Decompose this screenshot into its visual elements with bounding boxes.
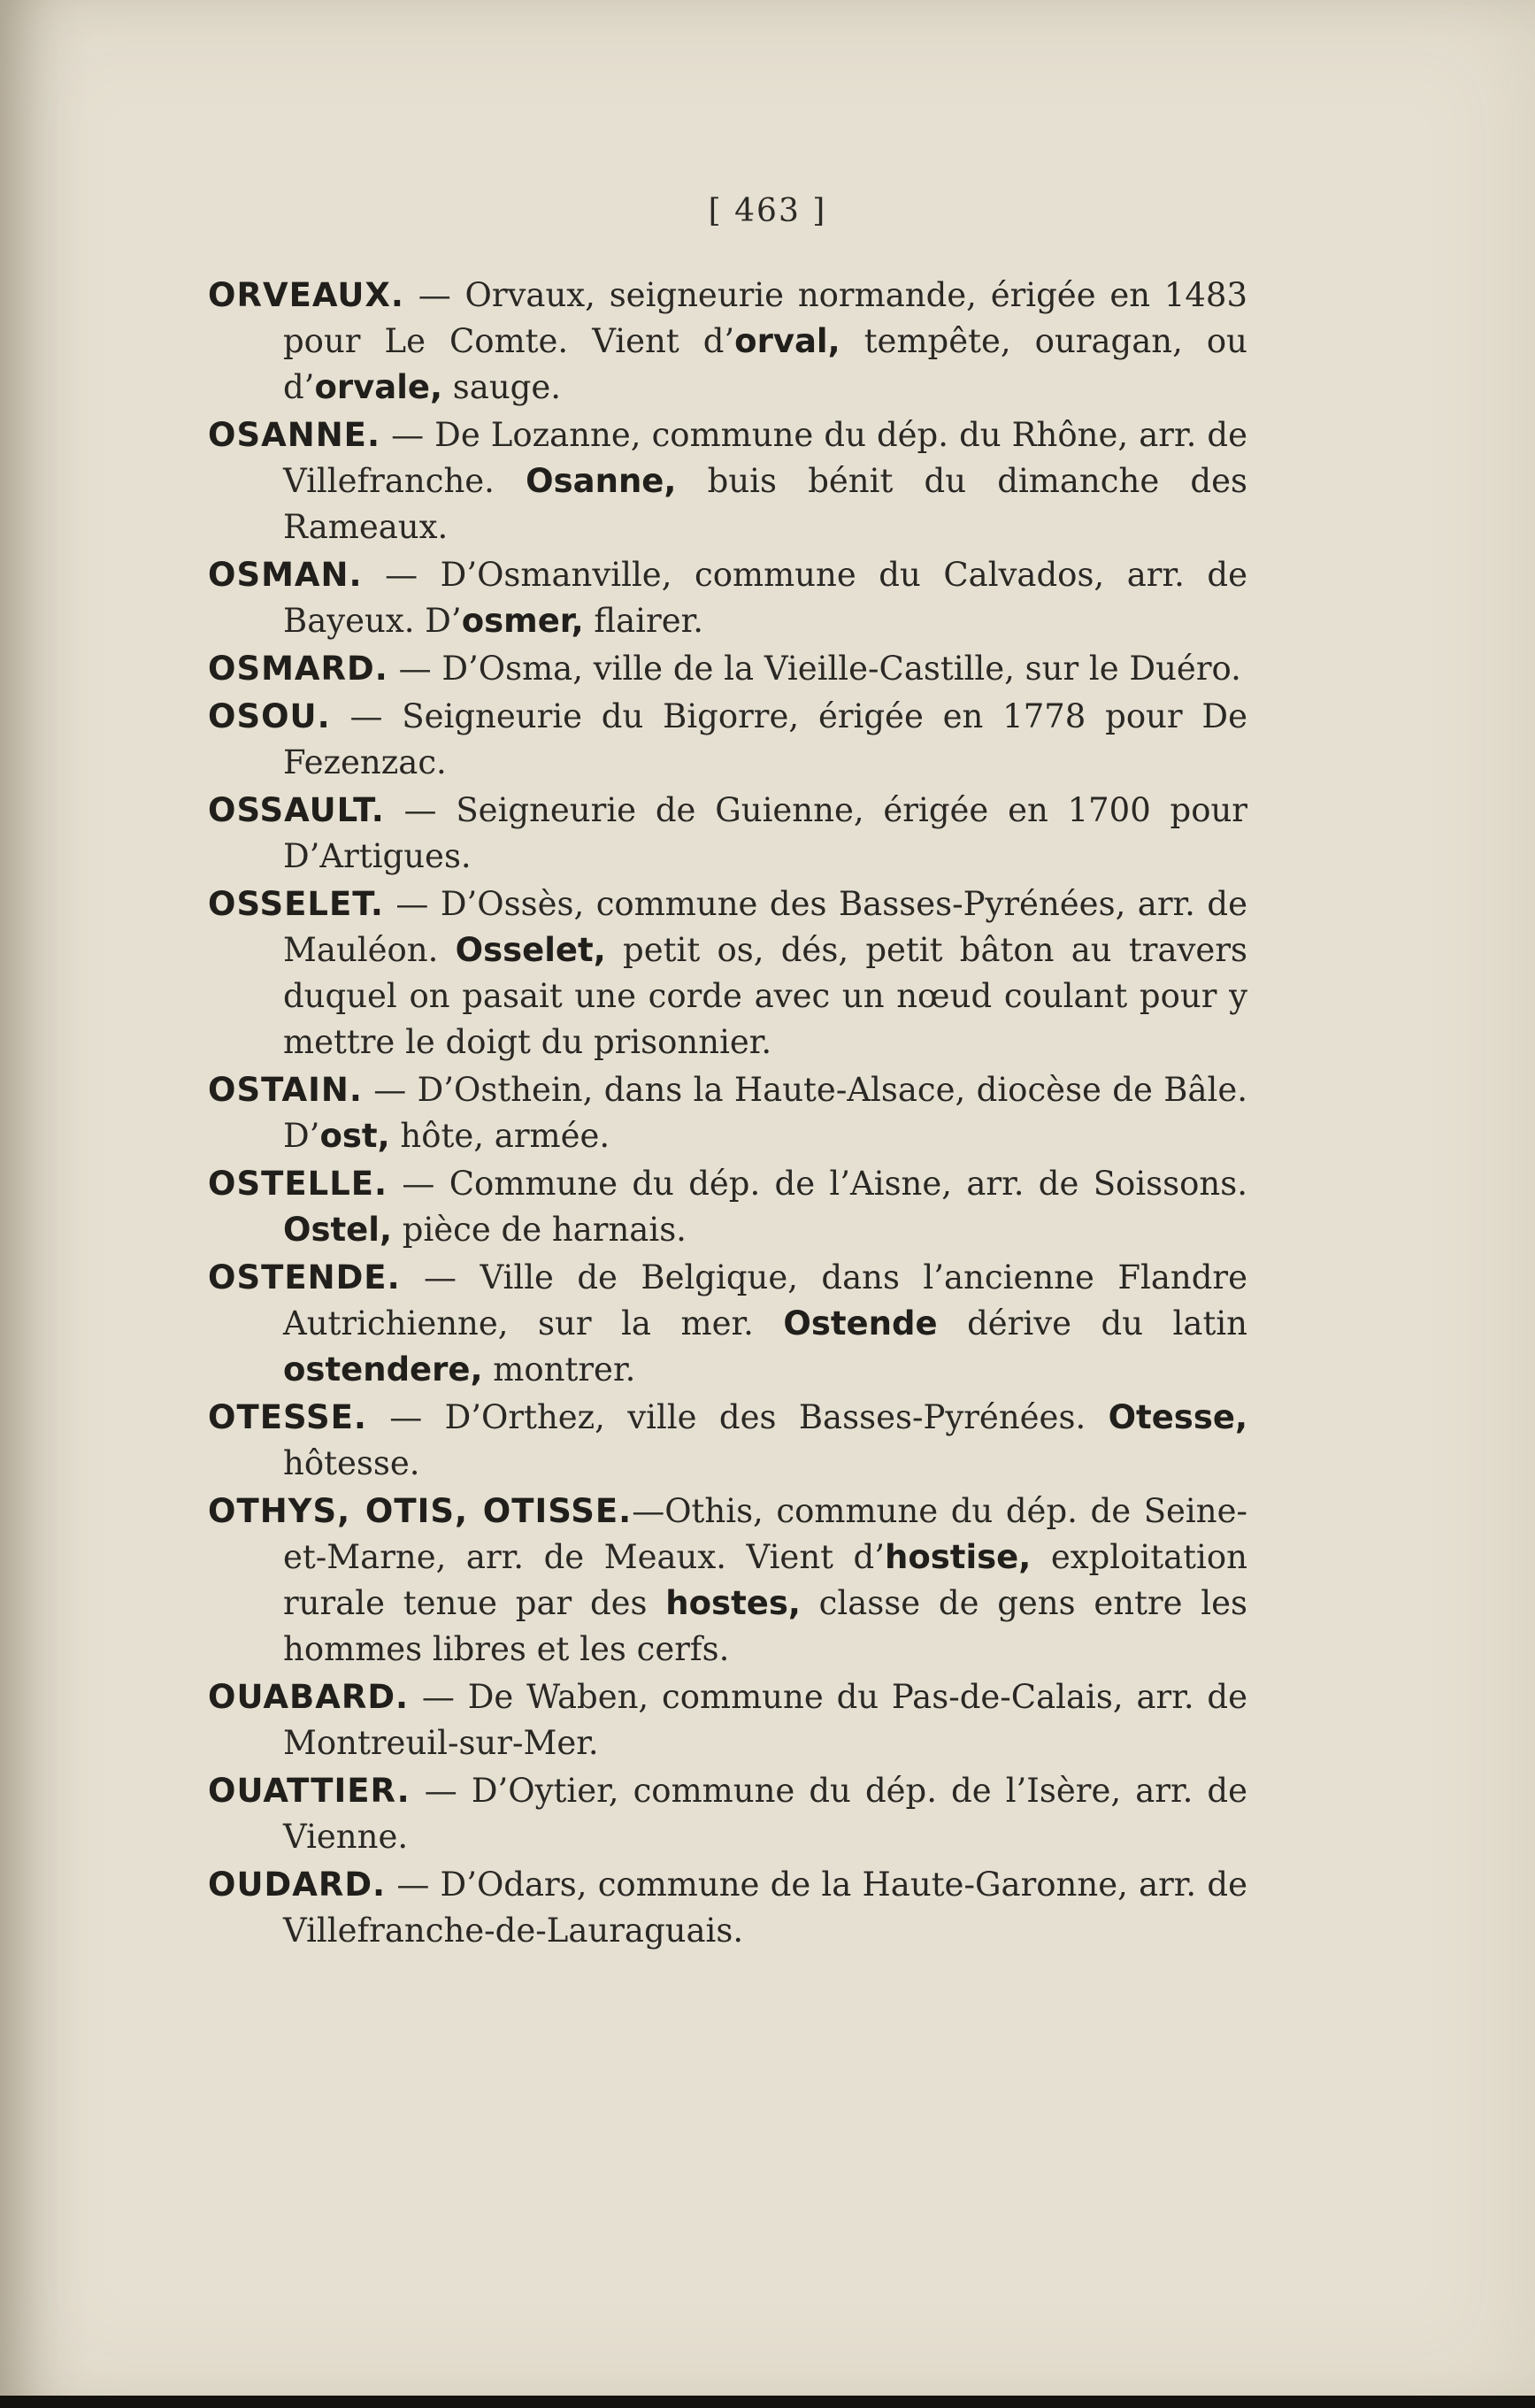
dictionary-entry [208,273,1247,411]
entry-text: — D’Osma, ville de la Vieille-Castille, sur le Duéro. [388,650,1241,688]
entry-text: pièce de harnais. [392,1211,687,1249]
entry-headword: OTESSE. [208,1398,367,1436]
entry-bold-term: hostes, [665,1584,801,1622]
entry-text: dérive du latin [937,1304,1247,1342]
entry-text: flairer. [583,602,703,640]
entry-text: — D’Oytier, commune du dép. de l’Isère, arr. de Vienne. [283,1772,1247,1856]
entry-headword: ORVEAUX. [208,276,404,314]
entry-text: petit os, dés, petit bâton au travers duquel on pasait une corde avec un nœud coulant pour y mettre le doigt du prisonnier. [283,931,1247,1061]
entry-text: montrer. [482,1350,636,1389]
entry-text: — D’Odars, commune de la Haute-Garonne, arr. de Villefranche-de-Lauraguais. [283,1866,1247,1950]
entry-bold-term: Ostende [783,1304,938,1342]
entry-text: sauge. [442,368,562,406]
entry-headword: OSMAN. [208,556,363,594]
dictionary-entry [208,646,1247,692]
entry-bold-term: Osselet, [455,931,606,969]
dictionary-entry [208,552,1247,644]
entry-headword: OSMARD. [208,650,388,688]
entry-text: — D’Osthein, dans la Haute-Alsace, diocèse de Bâle. D’ [283,1071,1247,1155]
entry-bold-term: ost, [319,1117,390,1155]
entry-headword: OSTAIN. [208,1071,363,1109]
entry-text: classe de gens entre les hommes libres et les cerfs. [283,1584,1248,1668]
entry-text: —Othis, commune du dép. de Seine-et-Marne, arr. de Meaux. Vient d’ [283,1492,1247,1576]
entry-headword: OSANNE. [208,416,380,454]
entry-text: — D’Orthez, ville des Basses-Pyrénées. [366,1398,1109,1436]
dictionary-entries [208,273,1247,1956]
entry-text: tempête, ouragan, ou d’ [283,322,1247,406]
entry-headword: OSTELLE. [208,1165,388,1203]
dictionary-entry [208,1489,1247,1673]
entry-headword: OTHYS, OTIS, OTISSE. [208,1492,633,1530]
dictionary-entry [208,1067,1247,1159]
entry-bold-term: Ostel, [283,1211,392,1249]
page-number: [ 463 ] [708,193,827,229]
entry-text: — De Waben, commune du Pas-de-Calais, arr. de Montreuil-sur-Mer. [283,1678,1247,1762]
entry-headword: OUDARD. [208,1866,387,1904]
dictionary-entry [208,1161,1247,1253]
entry-headword: OSTENDE. [208,1258,401,1296]
entry-text: — Seigneurie du Bigorre, érigée en 1778 pour De Fezenzac. [283,697,1247,781]
dictionary-entry [208,1768,1247,1860]
dictionary-entry [208,1255,1247,1393]
entry-bold-term: Otesse, [1108,1398,1247,1436]
entry-text: hôtesse. [283,1444,420,1482]
entry-text: buis bénit du dimanche des Rameaux. [283,462,1247,546]
entry-bold-term: orvale, [314,368,443,406]
entry-headword: OSSELET. [208,885,384,923]
entry-headword: OUATTIER. [208,1772,411,1810]
scan-bottom-edge [0,2396,1535,2408]
entry-text: — Orvaux, seigneurie normande, érigée en 1483 pour Le Comte. Vient d’ [283,276,1247,360]
dictionary-entry [208,694,1247,786]
entry-bold-term: ostendere, [283,1350,483,1389]
entry-text: — Commune du dép. de l’Aisne, arr. de Soissons. [388,1165,1247,1203]
dictionary-entry [208,881,1247,1066]
entry-text: — Ville de Belgique, dans l’ancienne Flandre Autrichienne, sur la mer. [283,1258,1247,1342]
entry-headword: OSSAULT. [208,791,385,829]
dictionary-entry [208,1862,1247,1954]
entry-text: exploitation rurale tenue par des [283,1538,1247,1622]
entry-bold-term: osmer, [461,602,584,640]
entry-bold-term: hostise, [885,1538,1032,1576]
entry-headword: OUABARD. [208,1678,410,1716]
dictionary-entry [208,1674,1247,1766]
entry-text: — D’Osmanville, commune du Calvados, arr. de Bayeux. D’ [283,556,1247,640]
entry-text: — D’Ossès, commune des Basses-Pyrénées, arr. de Mauléon. [283,885,1247,969]
dictionary-entry [208,1395,1247,1487]
dictionary-entry [208,412,1247,550]
entry-headword: OSOU. [208,697,331,735]
entry-text: — Seigneurie de Guienne, érigée en 1700 pour D’Artigues. [283,791,1247,875]
dictionary-entry [208,788,1247,880]
entry-text: — De Lozanne, commune du dép. du Rhône, arr. de Villefranche. [283,416,1247,500]
entry-bold-term: Osanne, [526,462,677,500]
entry-text: hôte, armée. [389,1117,610,1155]
entry-bold-term: orval, [734,322,840,360]
